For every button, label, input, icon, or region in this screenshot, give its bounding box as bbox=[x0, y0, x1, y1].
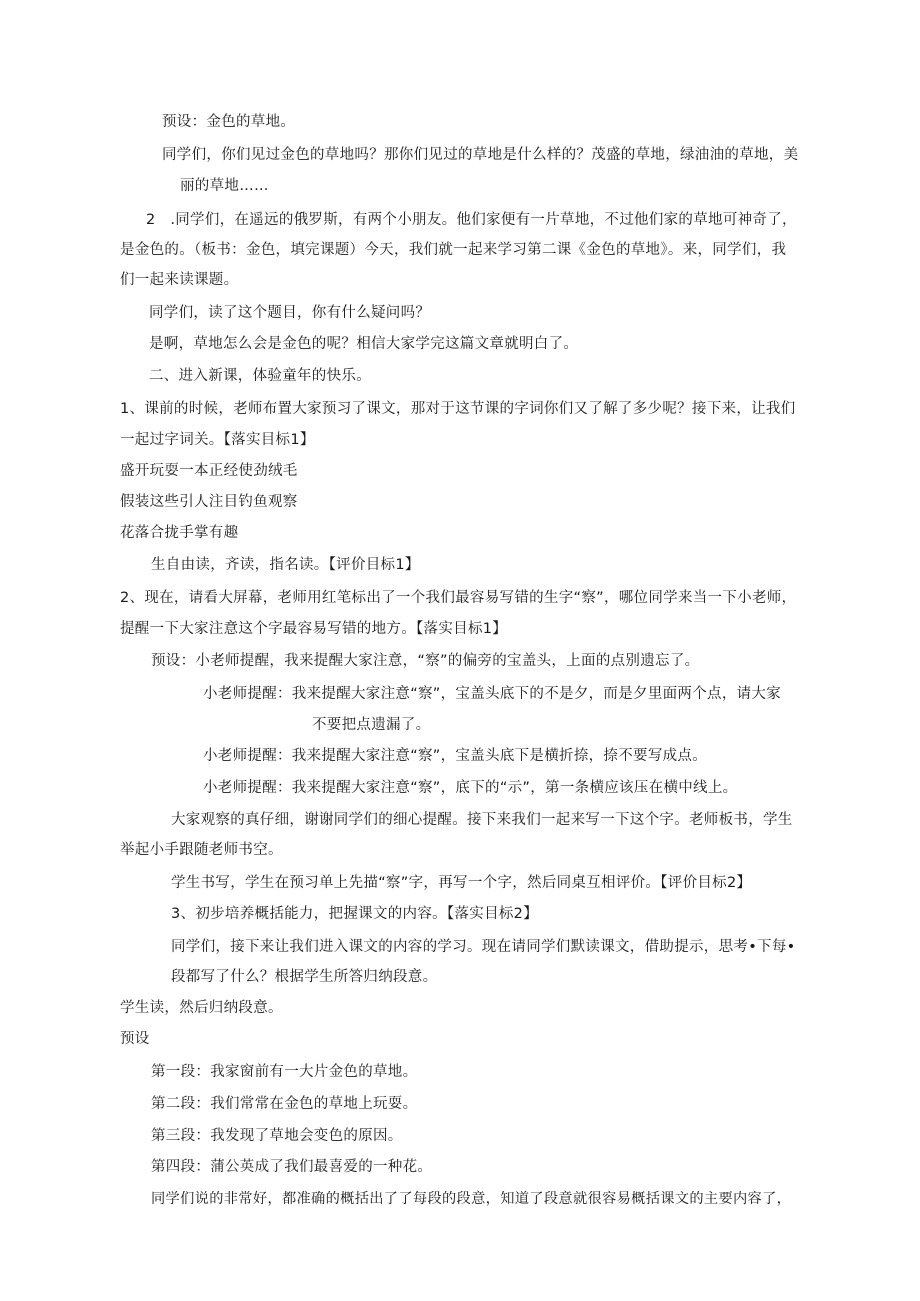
text-line: 1、课前的时候，老师布置大家预习了课文，那对于这节课的字词你们又了解了多少呢？接下来，让我们 bbox=[120, 401, 796, 417]
text-line: 学生书写，学生在预习单上先描“察”字，再写一个字，然后同桌互相评价。【评价目标2】 bbox=[171, 875, 752, 891]
text-line: 盛开玩耍一本正经使劲绒毛 bbox=[120, 463, 298, 479]
text-line: 小老师提醒：我来提醒大家注意“察”，底下的“示”，第一条横应该压在横中线上。 bbox=[203, 780, 738, 796]
text-line: 2、现在，请看大屏幕，老师用红笔标出了一个我们最容易写错的生字“察”，哪位同学来当一下小老师， bbox=[120, 590, 797, 606]
text-line: 是金色的。（板书：金色，填完课题）今天，我们就一起来学习第二课《金色的草地》。来，同学们，我 bbox=[120, 242, 787, 258]
text-line: 3、初步培养概括能力，把握课文的内容。【落实目标2】 bbox=[171, 906, 538, 922]
text-line: 小老师提醒：我来提醒大家注意“察”，宝盖头底下的不是夕，而是夕里面两个点，请大家 bbox=[203, 686, 782, 702]
text-line: 第三段：我发现了草地会变色的原因。 bbox=[151, 1128, 403, 1144]
text-line: 一起过字词关。【落实目标1】 bbox=[120, 432, 315, 448]
text-line: 预设：金色的草地。 bbox=[162, 114, 296, 130]
text-line: 不要把点遗漏了。 bbox=[312, 717, 431, 733]
text-line: 生自由读，齐读，指名读。【评价目标1】 bbox=[151, 557, 420, 573]
text-line: 学生读，然后归纳段意。 bbox=[120, 1000, 283, 1016]
text-line: 假装这些引人注目钓鱼观察 bbox=[120, 494, 298, 510]
text-line: 预设 bbox=[120, 1031, 150, 1047]
text-line: 花落合拢手掌有趣 bbox=[120, 525, 239, 541]
text-line: 举起小手跟随老师书空。 bbox=[120, 842, 283, 858]
text-line: 第一段：我家窗前有一大片金色的草地。 bbox=[151, 1064, 418, 1080]
text-line: 是啊，草地怎么会是金色的呢？相信大家学完这篇文章就明白了。 bbox=[149, 336, 579, 352]
text-line: 2 .同学们，在遥远的俄罗斯，有两个小朋友。他们家便有一片草地，不过他们家的草地可神奇了， bbox=[146, 212, 797, 228]
text-line: 提醒一下大家注意这个字最容易写错的地方。【落实目标1】 bbox=[120, 621, 508, 637]
text-line: 段都写了什么？根据学生所答归纳段意。 bbox=[171, 969, 438, 985]
text-line: 同学们说的非常好，都准确的概括出了了每段的段意，知道了段意就很容易概括课文的主要内容了， bbox=[151, 1191, 792, 1207]
text-line: 丽的草地…… bbox=[180, 178, 269, 194]
text-line: 们一起来读课题。 bbox=[120, 272, 239, 288]
text-line: 大家观察的真仔细，谢谢同学们的细心提醒。接下来我们一起来写一下这个字。老师板书，学生 bbox=[171, 812, 793, 828]
text-line: 预设：小老师提醒，我来提醒大家注意，“察”的偏旁的宝盖头，上面的点别遗忘了。 bbox=[151, 653, 700, 669]
text-line: 小老师提醒：我来提醒大家注意“察”，宝盖头底下是横折捺，捺不要写成点。 bbox=[203, 748, 708, 764]
text-line: 同学们，接下来让我们进入课文的内容的学习。现在请同学们默读课文，借助提示，思考•下每• bbox=[171, 939, 796, 955]
text-line: 第四段：蒲公英成了我们最喜爱的一种花。 bbox=[151, 1159, 433, 1175]
text-line: 二、进入新课，体验童年的快乐。 bbox=[149, 368, 371, 384]
text-line: 第二段：我们常常在金色的草地上玩耍。 bbox=[151, 1096, 418, 1112]
text-line: 同学们，读了这个题目，你有什么疑问吗？ bbox=[149, 305, 431, 321]
text-line: 同学们，你们见过金色的草地吗？那你们见过的草地是什么样的？茂盛的草地，绿油油的草地，美 bbox=[162, 147, 799, 163]
